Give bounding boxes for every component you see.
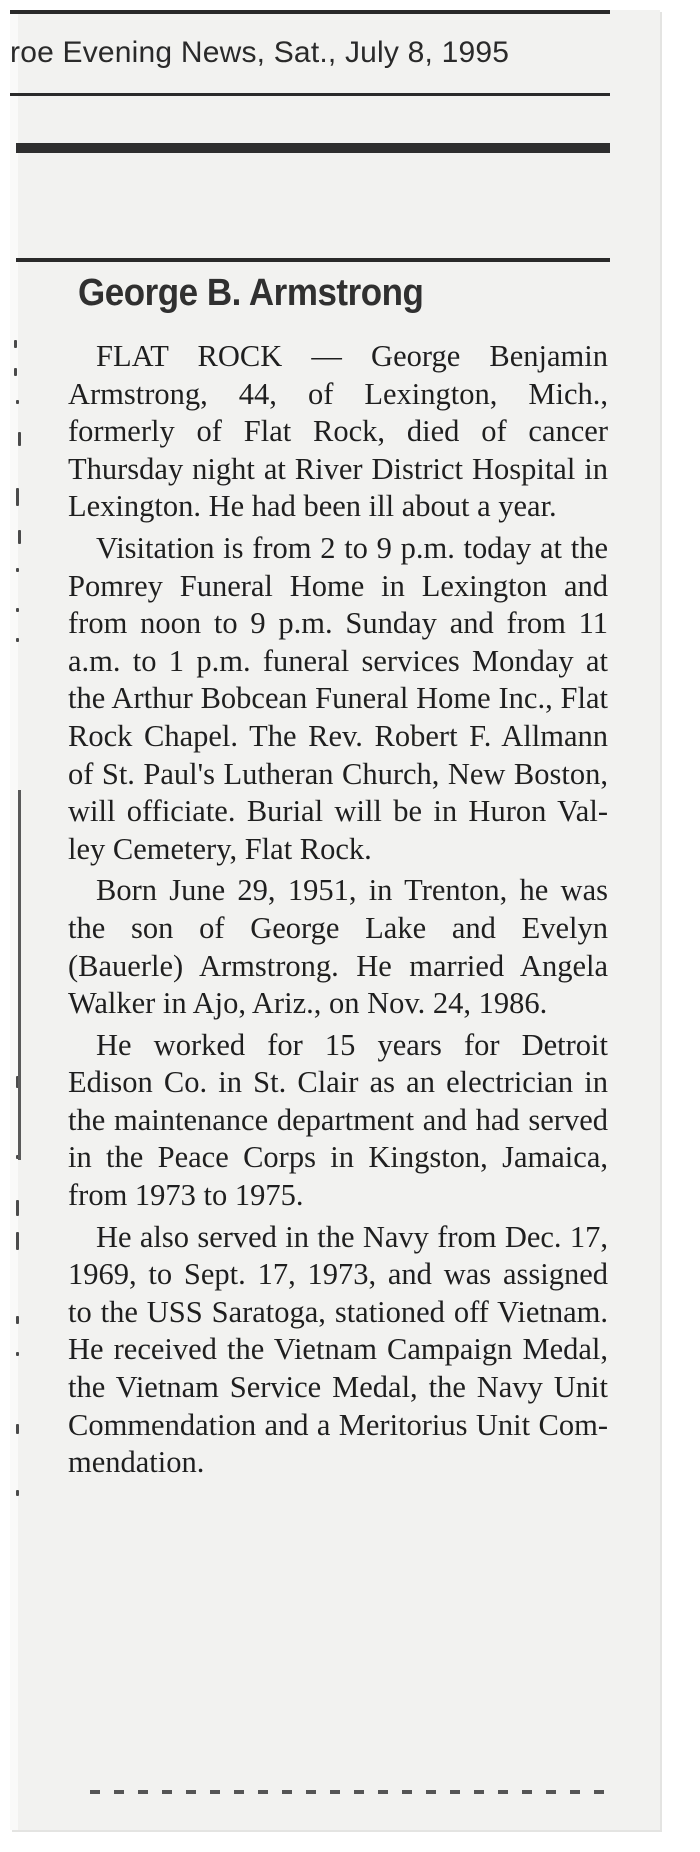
bleed-mark [16,1424,19,1434]
obituary-paragraph: FLAT ROCK — George Benjamin Armstrong, 44, of Lexington, Mich., formerly of Flat Rock, died of cancer Thursday night at River District Hospital in Lexington. He had been ill about a year. [68,339,608,524]
title-rule [16,258,610,262]
obituary-title: George B. Armstrong [78,272,424,314]
adjacent-column-rule [18,790,21,1160]
bleed-mark [16,1352,19,1356]
bleed-mark [16,400,19,404]
bleed-mark [16,568,19,572]
newspaper-dateline: roe Evening News, Sat., July 8, 1995 [10,36,510,69]
obituary-paragraph: He worked for 15 years for Detroit Edison Co. in St. Clair as an electrician in the maintenance department and had served in the Peace Corps in Kingston, Jamaica, from 1973 to 1975. [68,1027,608,1213]
bleed-mark [14,340,17,348]
bleed-mark [16,1200,19,1216]
bleed-mark [16,1316,19,1324]
cut-off-next-line [90,1790,610,1794]
obituary-paragraph: Born June 29, 1951, in Trenton, he was the son of George Lake and Evelyn (Bauerle) Armstrong. He married Angela Walker in Ajo, Ariz., on Nov. 24, 1986. [68,873,608,1021]
obituary-paragraph: He also served in the Navy from Dec. 17, 1969, to Sept. 17, 1973, and was assigned to the USS Saratoga, stationed off Vietnam. He received the Vietnam Campaign Medal, the Vietnam Service Medal, the Navy Unit Commendation and a Meritorius Unit Commendation. [68,1219,608,1480]
bleed-mark [18,432,21,446]
top-rule [10,10,610,14]
bleed-mark [14,368,17,376]
obituary-body [68,338,608,1486]
bleed-mark [16,1232,19,1250]
thick-divider-rule [16,143,610,153]
bleed-mark [18,530,21,544]
bleed-mark [16,488,19,506]
dateline-rule [10,93,610,96]
bleed-mark [16,638,19,642]
obituary-paragraph: Visitation is from 2 to 9 p.m. today at the Pomrey Funeral Home in Lexington and from noon to 9 p.m. Sunday and from 11 a.m. to 1 p.m. funeral services Monday at the Arthur Bobcean Funeral Home Inc., Flat Rock Chapel. The Rev. Robert F. Allmann of St. Paul's Lutheran Church, New Boston, will officiate. Burial will be in Huron Valley Cemetery, Flat Rock. [68,530,608,866]
bleed-mark [16,1490,19,1496]
bleed-mark [16,608,19,612]
